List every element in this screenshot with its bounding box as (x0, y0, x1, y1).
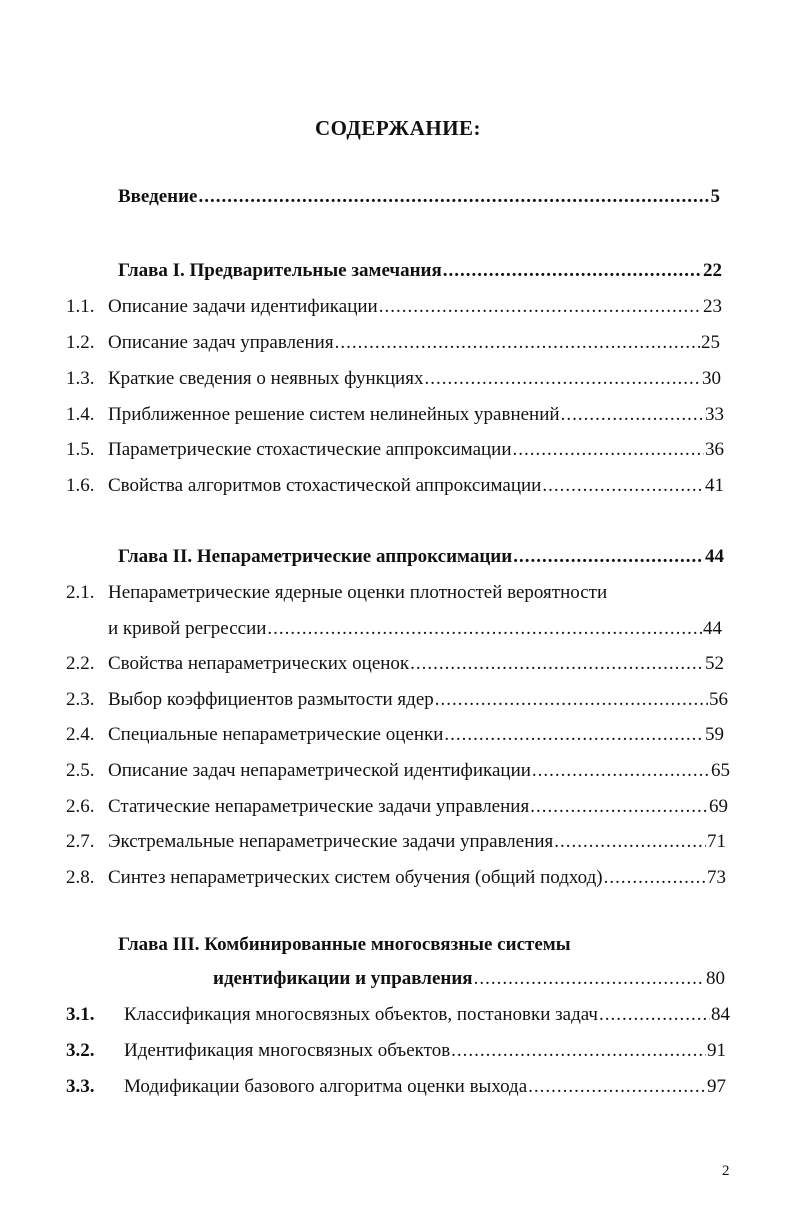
toc-entry[interactable] (66, 651, 724, 677)
toc-entry-text: Описание задач управления (108, 332, 334, 353)
toc-entry-number: 2.1. (66, 582, 95, 603)
leader-dots (513, 437, 704, 463)
toc-page-number: 97 (707, 1076, 726, 1097)
toc-entry[interactable] (66, 402, 724, 428)
toc-entry-number: 2.2. (66, 653, 95, 674)
toc-entry-text: Выбор коэффициентов размытости ядер (108, 689, 434, 710)
leader-dots (513, 544, 704, 570)
toc-entry-number: 1.5. (66, 439, 95, 460)
leader-dots (379, 294, 702, 320)
toc-entry-number: 2.8. (66, 867, 95, 888)
toc-title: СОДЕРЖАНИЕ: (314, 116, 482, 140)
toc-page-number: 23 (703, 296, 722, 317)
toc-entry-text: Экстремальные непараметрические задачи управления (108, 831, 554, 852)
toc-entry-number: 1.2. (66, 332, 95, 353)
toc-page-number: 30 (702, 368, 721, 389)
leader-dots (474, 966, 705, 992)
toc-entry-number: 2.7. (66, 831, 95, 852)
toc-entry-text: Классификация многосвязных объектов, постановки задач (124, 1004, 598, 1025)
toc-entry-number: 2.4. (66, 724, 95, 745)
toc-entry[interactable] (66, 1074, 726, 1100)
toc-chapter-1[interactable] (118, 258, 722, 284)
leader-dots (335, 330, 700, 356)
toc-entry-text: Непараметрические ядерные оценки плотностей вероятности (108, 582, 608, 603)
toc-entry-first-line[interactable] (66, 580, 706, 606)
toc-entry[interactable] (66, 294, 722, 320)
toc-chapter-title: Глава III. Комбинированные многосвязные системы (118, 934, 571, 955)
toc-page-number: 41 (705, 475, 724, 496)
toc-entry-number: 1.4. (66, 404, 95, 425)
leader-dots (532, 758, 710, 784)
toc-entry-text: Введение (118, 186, 198, 207)
toc-page-number: 91 (707, 1040, 726, 1061)
toc-entry-text: Описание задач непараметрической идентификации (108, 760, 531, 781)
leader-dots (424, 366, 701, 392)
toc-entry[interactable] (66, 758, 730, 784)
toc-chapter-title: идентификации и управления (213, 968, 473, 989)
toc-page-number: 59 (705, 724, 724, 745)
toc-entry-text: Специальные непараметрические оценки (108, 724, 444, 745)
toc-entry-text: и кривой регрессии (108, 618, 267, 639)
toc-entry-text: Параметрические стохастические аппроксимации (108, 439, 512, 460)
toc-entry-text: Модификации базового алгоритма оценки выхода (124, 1076, 528, 1097)
toc-page-number: 52 (705, 653, 724, 674)
leader-dots (444, 722, 704, 748)
toc-page-number: 69 (709, 796, 728, 817)
toc-entry-number: 2.6. (66, 796, 95, 817)
leader-dots (443, 258, 702, 284)
toc-entry-text: Свойства алгоритмов стохастической аппроксимации (108, 475, 542, 496)
toc-entry-number: 1.3. (66, 368, 95, 389)
leader-dots (554, 829, 706, 855)
leader-dots (199, 184, 710, 210)
toc-entry-text: Свойства непараметрических оценок (108, 653, 410, 674)
leader-dots (435, 687, 708, 713)
toc-entry-number: 3.1. (66, 1004, 95, 1025)
leader-dots (528, 1074, 706, 1100)
toc-page-number: 36 (705, 439, 724, 460)
toc-page-number: 71 (707, 831, 726, 852)
toc-entry-number: 3.2. (66, 1040, 95, 1061)
toc-entry-number: 1.1. (66, 296, 95, 317)
toc-page-number: 84 (711, 1004, 730, 1025)
toc-entry-text: Идентификация многосвязных объектов (124, 1040, 451, 1061)
toc-entry[interactable] (66, 437, 724, 463)
leader-dots (561, 402, 704, 428)
toc-entry-text: Статические непараметрические задачи управления (108, 796, 530, 817)
toc-page-number: 33 (705, 404, 724, 425)
leader-dots (530, 794, 708, 820)
toc-page-number: 25 (701, 332, 720, 353)
toc-chapter-title: Глава II. Непараметрические аппроксимации (118, 546, 513, 567)
toc-page-number: 80 (706, 968, 725, 989)
leader-dots (604, 865, 706, 891)
toc-entry[interactable] (66, 473, 724, 499)
toc-page-number: 5 (710, 186, 720, 207)
toc-entry-number: 2.5. (66, 760, 95, 781)
toc-chapter-3-line2[interactable] (213, 966, 725, 992)
toc-entry[interactable] (66, 794, 728, 820)
leader-dots (267, 616, 702, 642)
toc-entry[interactable] (66, 366, 721, 392)
toc-page-number: 44 (705, 546, 724, 567)
toc-entry-text: Описание задачи идентификации (108, 296, 378, 317)
page-number: 2 (722, 1163, 730, 1179)
toc-entry-number: 2.3. (66, 689, 95, 710)
toc-entry[interactable] (66, 865, 726, 891)
toc-page-number: 73 (707, 867, 726, 888)
toc-entry[interactable] (66, 687, 728, 713)
toc-entry-number: 3.3. (66, 1076, 95, 1097)
toc-entry[interactable] (66, 722, 724, 748)
toc-entry-continuation[interactable] (108, 616, 722, 642)
toc-chapter-3-line1[interactable] (118, 932, 678, 958)
leader-dots (410, 651, 704, 677)
toc-page-number: 65 (711, 760, 730, 781)
toc-chapter-title: Глава I. Предварительные замечания (118, 260, 442, 281)
toc-chapter-2[interactable] (118, 544, 724, 570)
toc-entry-text: Краткие сведения о неявных функциях (108, 368, 424, 389)
toc-page-number: 56 (709, 689, 728, 710)
leader-dots (599, 1002, 710, 1028)
toc-entry[interactable] (66, 1002, 730, 1028)
toc-entry[interactable] (66, 829, 726, 855)
toc-entry-number: 1.6. (66, 475, 95, 496)
toc-entry[interactable] (66, 1038, 726, 1064)
toc-page-number: 22 (703, 260, 722, 281)
toc-entry-text: Синтез непараметрических систем обучения (общий подход) (108, 867, 603, 888)
leader-dots (542, 473, 704, 499)
leader-dots (451, 1038, 706, 1064)
toc-intro[interactable] (118, 184, 720, 210)
toc-entry[interactable] (66, 330, 720, 356)
toc-page-number: 44 (703, 618, 722, 639)
toc-entry-text: Приближенное решение систем нелинейных уравнений (108, 404, 560, 425)
